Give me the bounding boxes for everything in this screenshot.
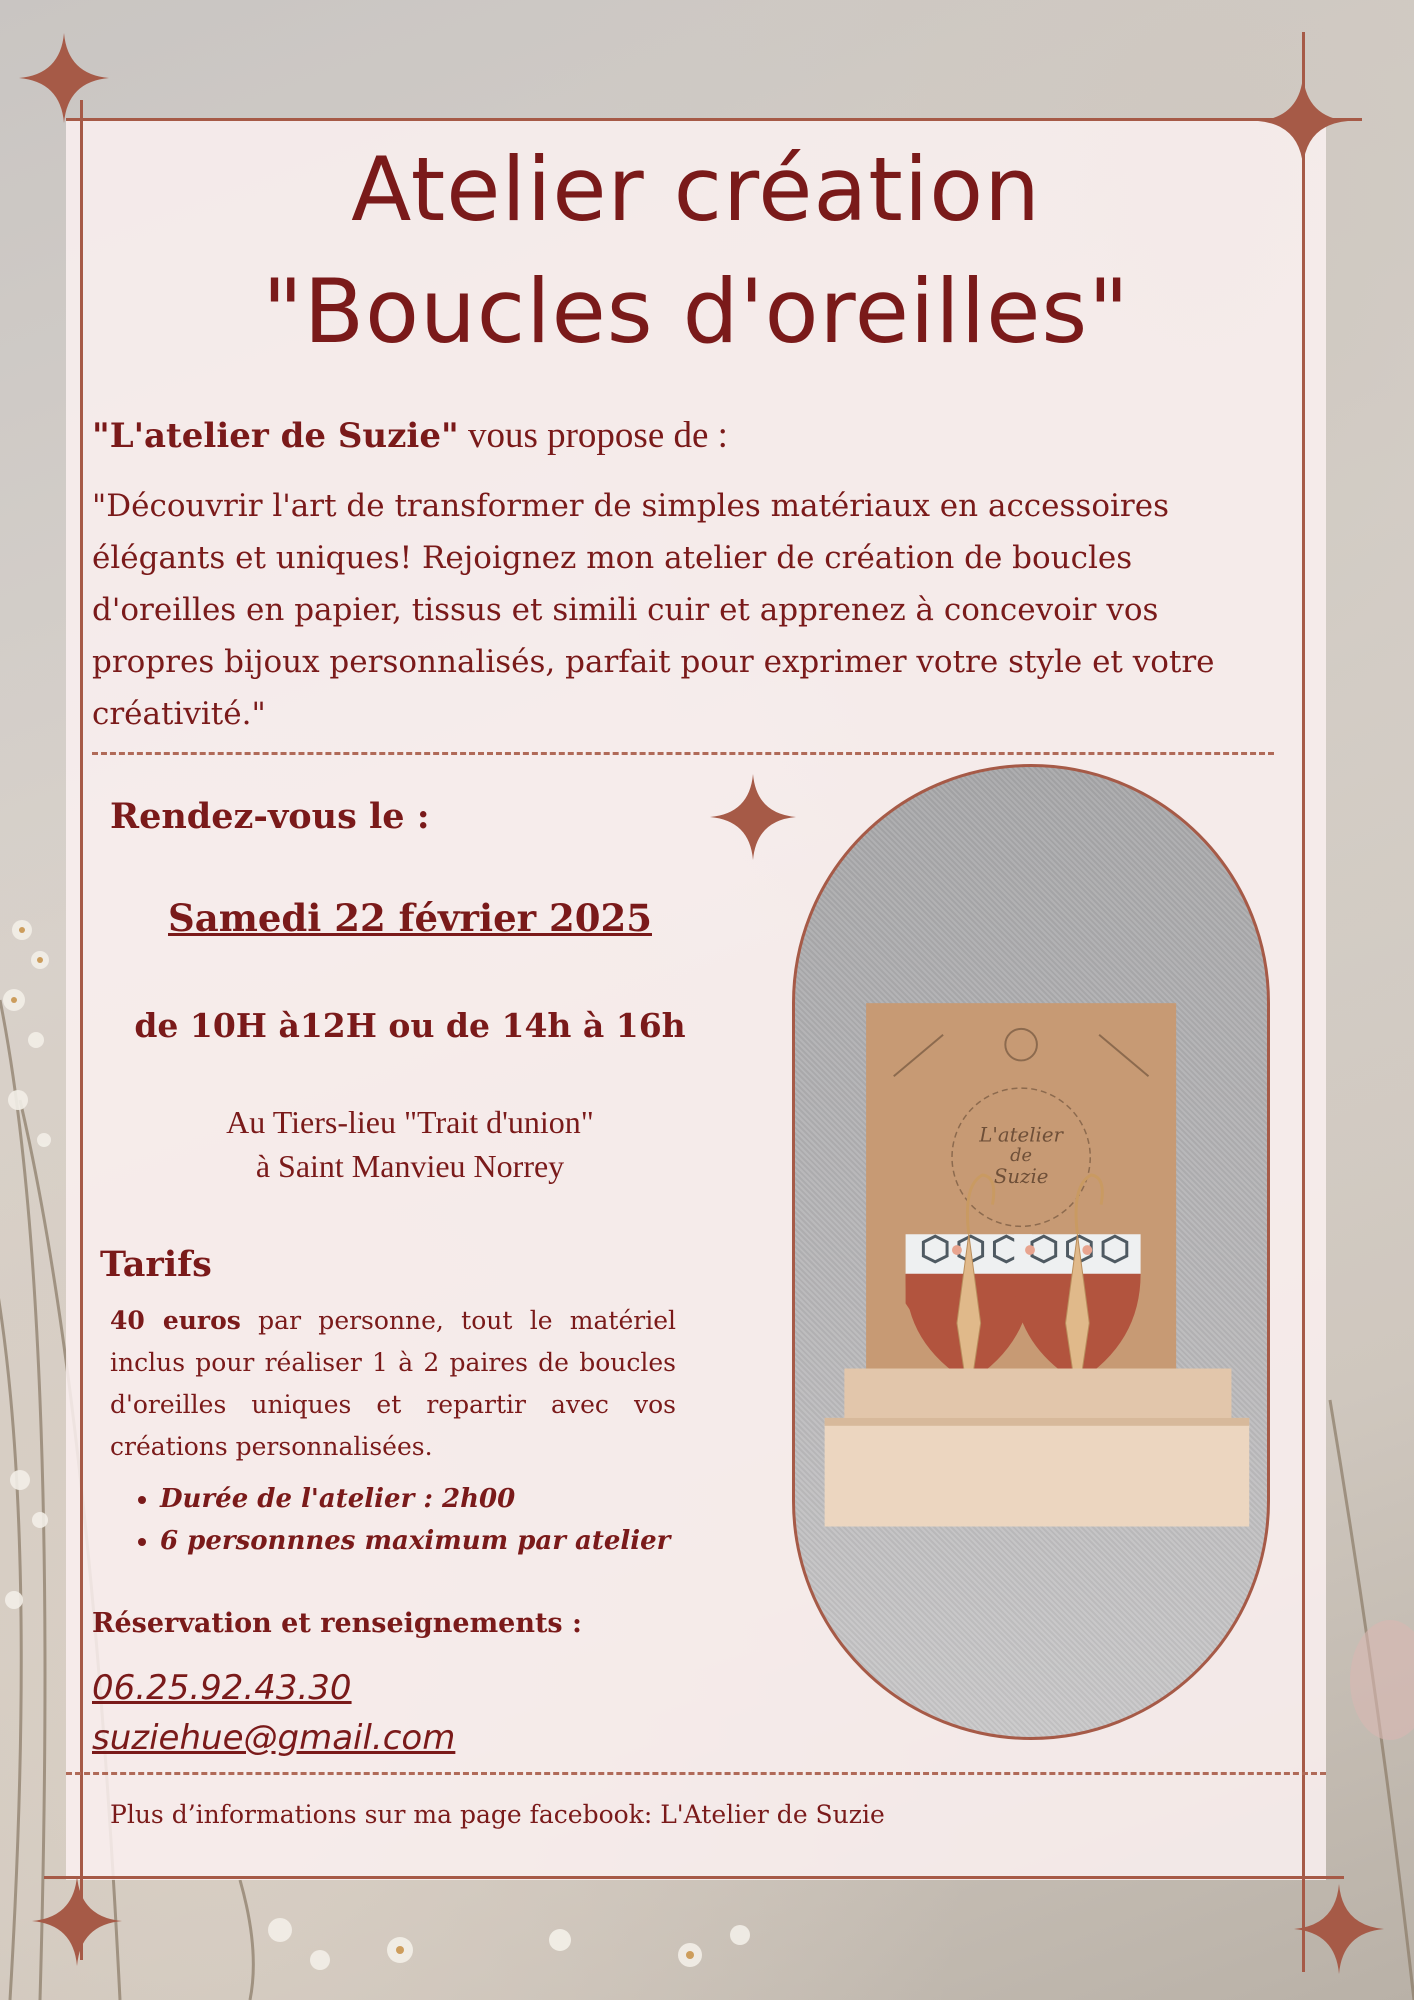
list-item: • 6 personnnes maximum par atelier [160,1520,670,1562]
tarifs-bullets [110,1478,670,1562]
event-venue [100,1100,720,1188]
page-title-line2: "Boucles d'oreilles" [262,260,1130,363]
card-logo-line2: de [1010,1146,1033,1167]
reservation-title: Réservation et renseignements : [92,1608,582,1639]
venue-line1: Au Tiers-lieu "Trait d'union" [226,1104,594,1140]
frame-left-line [80,100,83,1960]
earrings-illustration [795,767,1267,1737]
sparkle-star-icon [710,774,796,860]
divider-dashed [92,752,1274,755]
phone-link[interactable]: 06.25.92.43.30 [92,1668,352,1708]
footer-text: Plus d’informations sur ma page facebook: L'Atelier de Suzie [110,1800,885,1829]
event-hours: de 10H à12H ou de 14h à 16h [134,1006,686,1045]
price-description: par personne, tout le matériel inclus pour réaliser 1 à 2 paires de boucles d'oreilles uniques et repartir avec vos créations personnalisées. [110,1306,676,1461]
page-title-line1: Atelier création [351,138,1041,241]
frame-top-line [66,118,1362,121]
sparkle-star-icon [19,33,109,123]
description-text: "Découvrir l'art de transformer de simples matériaux en accessoires élégants et uniques! Rejoignez mon atelier de création de boucles d'oreilles en papier, tissus et simili cuir et apprenez à concevoir vos propres bijoux personnalisés, parfait pour exprimer votre style et votre créativité." [92,488,1215,732]
intro-line [92,414,728,457]
venue-line2: à Saint Manvieu Norrey [255,1148,565,1184]
tarifs-title: Tarifs [100,1244,212,1285]
sparkle-star-icon [32,1876,122,1966]
card-logo-line3: Suzie [993,1164,1049,1188]
earrings-photo [792,764,1270,1740]
divider-dashed [66,1772,1326,1775]
email-link[interactable]: suziehue@gmail.com [92,1718,456,1758]
card-logo-line1: L'atelier [979,1123,1063,1147]
event-date: Samedi 22 février 2025 [168,896,652,940]
tarifs-text [110,1300,676,1468]
brand-name: "L'atelier de Suzie" [92,416,459,456]
intro-rest: vous propose de : [458,415,728,456]
price: 40 euros [110,1306,241,1335]
sparkle-star-icon [1294,1884,1384,1974]
rendezvous-label: Rendez-vous le : [110,796,430,837]
list-item: • Durée de l'atelier : 2h00 [160,1478,670,1520]
frame-bottom-line [44,1876,1344,1879]
